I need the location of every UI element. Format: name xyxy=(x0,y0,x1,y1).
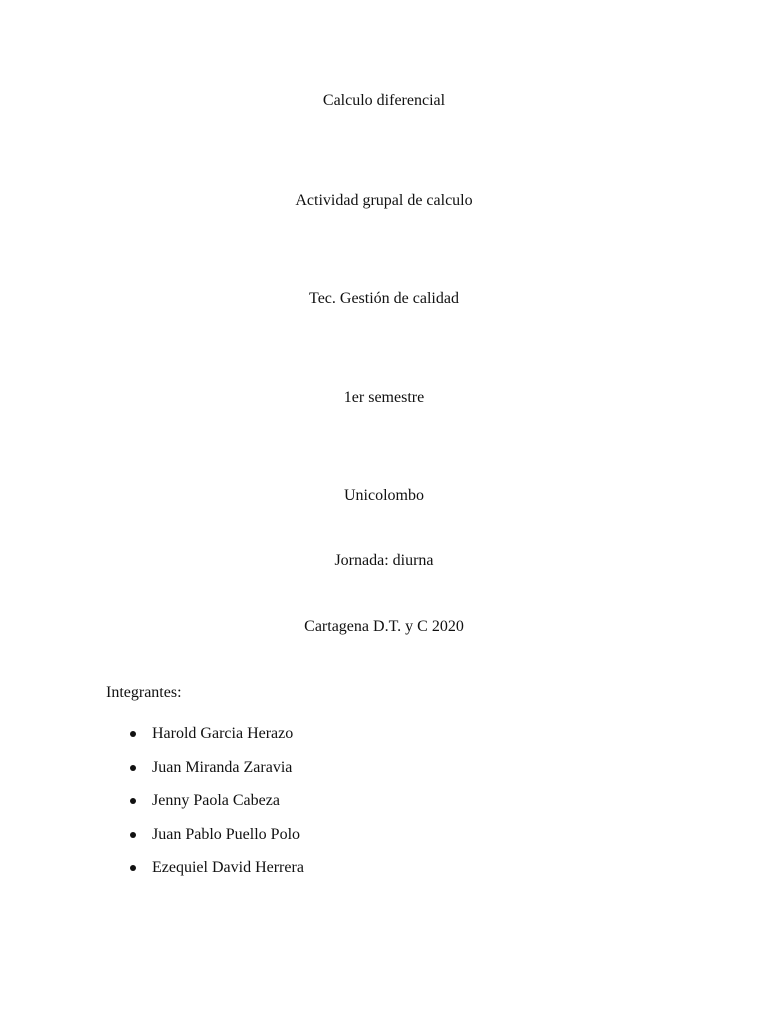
members-heading: Integrantes: xyxy=(106,684,182,701)
institution: Unicolombo xyxy=(344,487,424,504)
activity-title: Actividad grupal de calculo xyxy=(295,192,473,209)
course-title: Calculo diferencial xyxy=(322,92,446,109)
member-name: Harold Garcia Herazo xyxy=(152,725,294,742)
bullet-icon xyxy=(130,832,136,838)
bullet-icon xyxy=(130,798,136,804)
location-year: Cartagena D.T. y C 2020 xyxy=(304,618,464,635)
bullet-icon xyxy=(130,765,136,771)
member-name: Juan Pablo Puello Polo xyxy=(152,825,301,843)
semester: 1er semestre xyxy=(343,389,425,406)
program-name: Tec. Gestión de calidad xyxy=(309,290,459,307)
member-name: Juan Miranda Zaravia xyxy=(152,758,293,776)
member-name: Jenny Paola Cabeza xyxy=(152,792,280,809)
bullet-icon xyxy=(130,731,136,737)
bullet-icon xyxy=(130,865,136,871)
schedule: Jornada: diurna xyxy=(334,552,434,569)
member-name: Ezequiel David Herrera xyxy=(152,859,304,876)
